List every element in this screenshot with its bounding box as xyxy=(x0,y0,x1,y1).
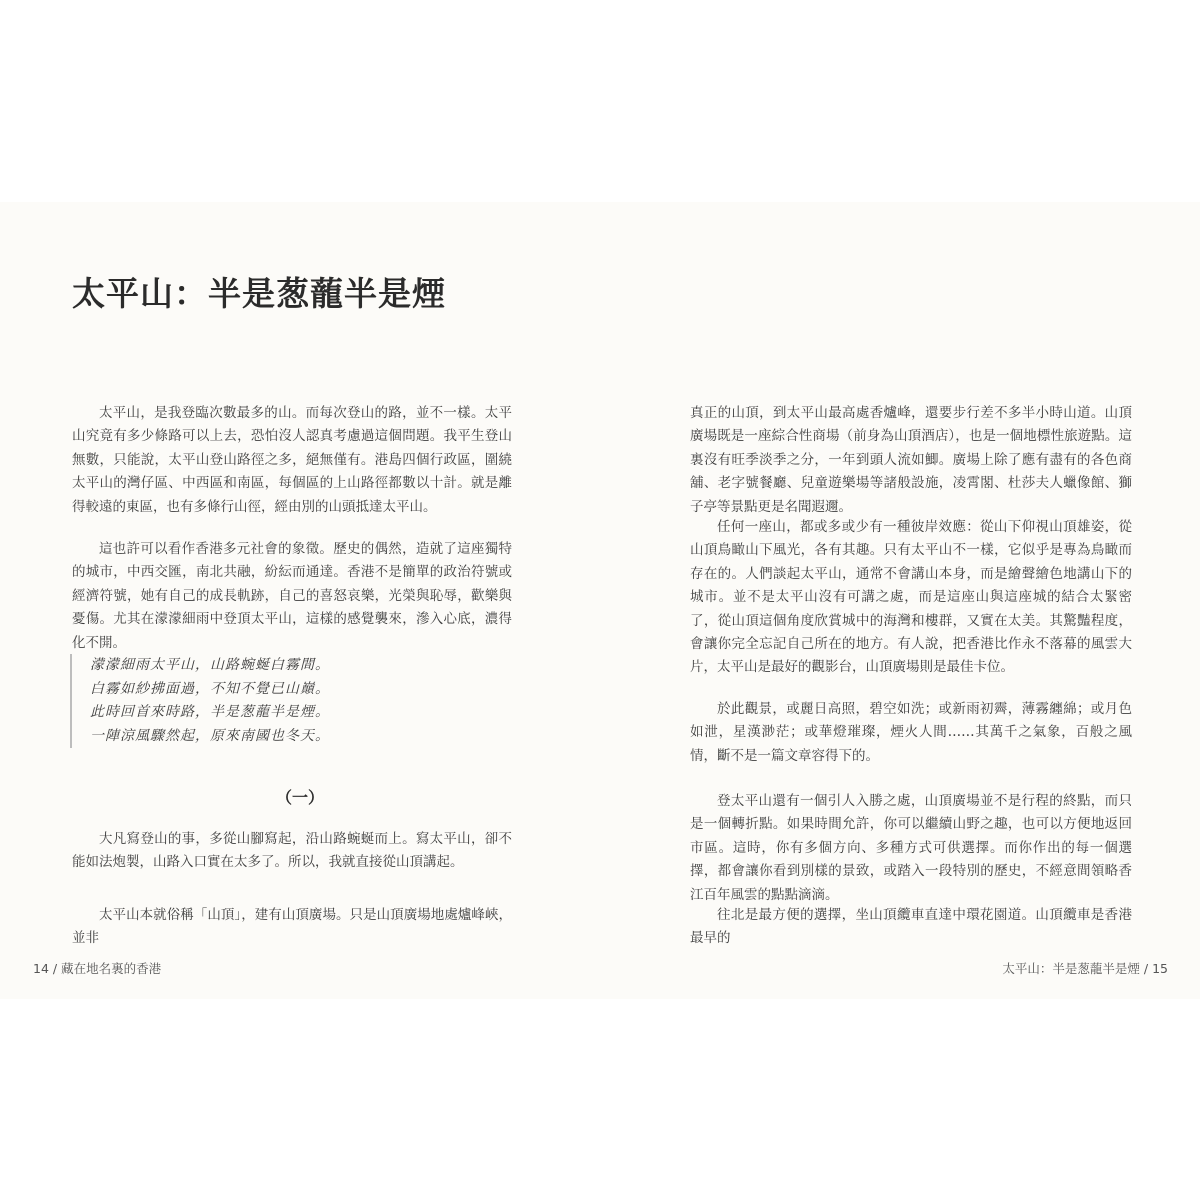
body-paragraph: 大凡寫登山的事，多從山腳寫起，沿山路蜿蜒而上。寫太平山，卻不能如法炮製，山路入口實在太多了。所以，我就直接從山頂講起。 xyxy=(72,831,512,871)
right-page xyxy=(600,202,1200,999)
poem-line: 濛濛細雨太平山，山路蜿蜒白霧間。 xyxy=(90,657,330,673)
poem-block xyxy=(70,654,530,748)
body-paragraph: 於此觀景，或麗日高照，碧空如洗；或新雨初霽，薄霧纏綿；或月色如泄，星漢渺茫；或華燈璀璨，煙火人間……其萬千之氣象，百般之風情，斷不是一篇文章容得下的。 xyxy=(690,701,1132,764)
body-paragraph: 這也許可以看作香港多元社會的象徵。歷史的偶然，造就了這座獨特的城市，中西交匯，南北共融，紛紜而通達。香港不是簡單的政治符號或經濟符號，她有自己的成長軌跡，自己的喜怒哀樂，光榮與恥辱，歡樂與憂傷。尤其在濛濛細雨中登頂太平山，這樣的感覺襲來，滲入心底，濃得化不開。 xyxy=(72,541,512,651)
page-folio: 太平山：半是葱蘢半是煙 / 15 xyxy=(1002,961,1168,976)
body-paragraph: 往北是最方便的選擇，坐山頂纜車直達中環花園道。山頂纜車是香港最早的 xyxy=(690,907,1132,947)
body-paragraph: 任何一座山，都或多或少有一種彼岸效應：從山下仰視山頂雄姿，從山頂鳥瞰山下風光，各有其趣。只有太平山不一樣，它似乎是專為鳥瞰而存在的。人們談起太平山，通常不會講山本身，而是繪聲繪色地講山下的城市。並不是太平山沒有可講之處，而是這座山與這座城的結合太緊密了，從山頂這個角度欣賞城中的海灣和樓群，又實在太美。其驚豔程度，會讓你完全忘記自己所在的地方。有人說，把香港比作永不落幕的風雲大片，太平山是最好的觀影台，山頂廣場則是最佳卡位。 xyxy=(690,519,1132,676)
body-paragraph: 太平山本就俗稱「山頂」，建有山頂廣場。只是山頂廣場地處爐峰峽，並非 xyxy=(72,907,512,947)
body-paragraph: 登太平山還有一個引人入勝之處，山頂廣場並不是行程的終點，而只是一個轉折點。如果時間允許，你可以繼續山野之趣，也可以方便地返回市區。這時，你有多個方向、多種方式可供選擇。而你作出的每一個選擇，都會讓你看到別樣的景致，或踏入一段特別的歷史，不經意間領略香江百年風雲的點點滴滴。 xyxy=(690,793,1132,903)
poem-line: 白霧如紗拂面過，不知不覺已山巔。 xyxy=(90,680,330,697)
left-page xyxy=(0,202,600,999)
book-spread xyxy=(0,202,1200,999)
poem-line: 此時回首來時路，半是葱蘢半是煙。 xyxy=(90,704,330,720)
body-paragraph: 太平山，是我登臨次數最多的山。而每次登山的路，並不一樣。太平山究竟有多少條路可以上去，恐怕沒人認真考慮過這個問題。我平生登山無數，只能說，太平山登山路徑之多，絕無僅有。港島四個行政區，圍繞太平山的灣仔區、中西區和南區，每個區的上山路徑都數以十計。就是離得較遠的東區，也有多條行山徑，經由別的山頭抵達太平山。 xyxy=(72,405,512,515)
page-folio: 14 / 藏在地名裏的香港 xyxy=(33,961,162,976)
section-mark: （一） xyxy=(275,788,324,807)
poem-line: 一陣涼風驟然起，原來南國也冬天。 xyxy=(90,727,330,744)
chapter-title: 太平山：半是葱蘢半是煙 xyxy=(72,274,446,313)
body-paragraph: 真正的山頂，到太平山最高處香爐峰，還要步行差不多半小時山道。山頂廣場既是一座綜合性商場（前身為山頂酒店），也是一個地標性旅遊點。這裏沒有旺季淡季之分，一年到頭人流如鯽。廣場上除了應有盡有的各色商舖、老字號餐廳、兒童遊樂場等諸般設施，凌霄閣、杜莎夫人蠟像館、獅子亭等景點更是名聞遐邇。 xyxy=(690,405,1132,515)
